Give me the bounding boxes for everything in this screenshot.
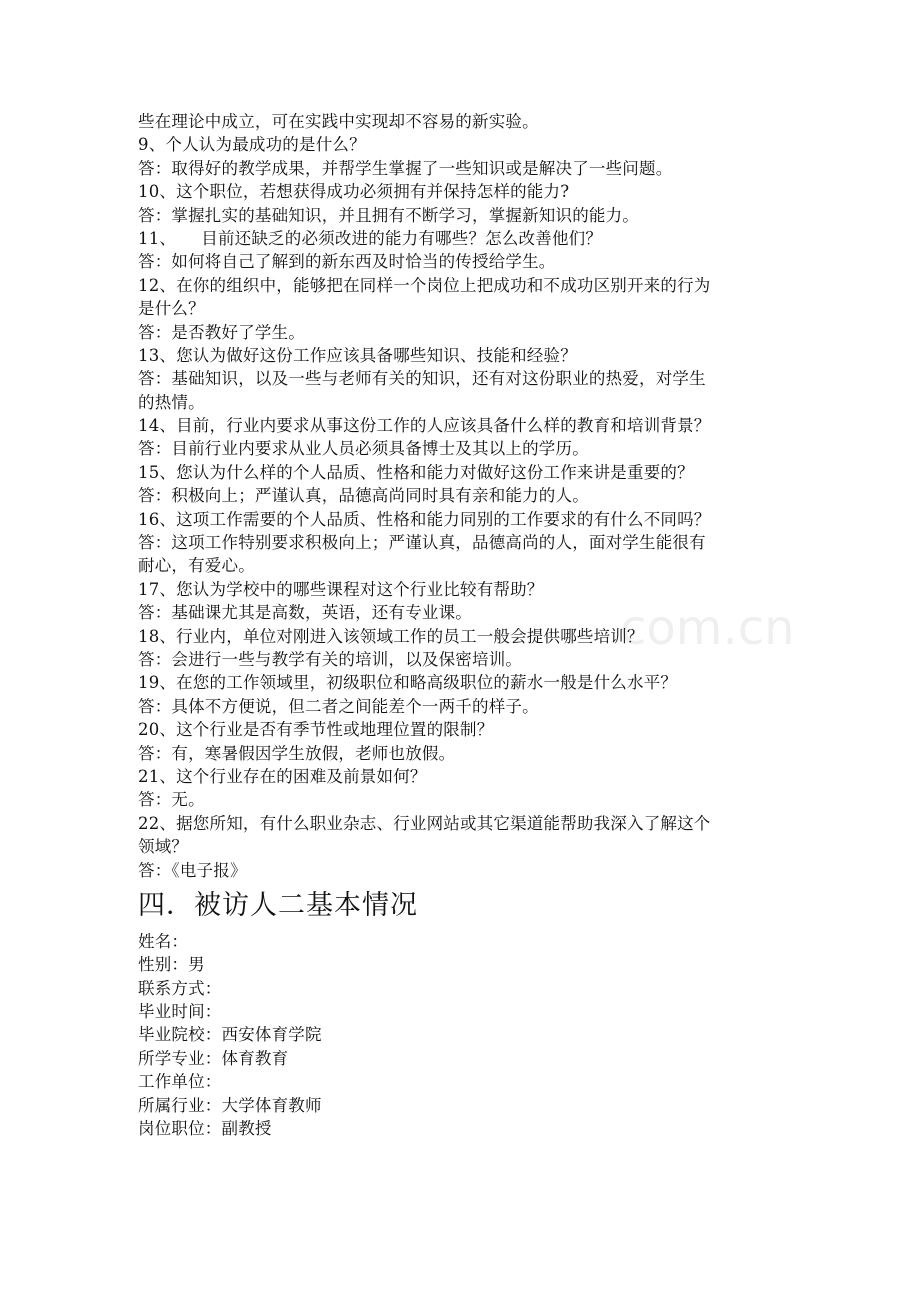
text-line: 些在理论中成立，可在实践中实现却不容易的新实验。 bbox=[138, 112, 539, 131]
profile-gender: 性别：男 bbox=[138, 955, 205, 975]
answer-11: 答：如何将自己了解到的新东西及时恰当的传授给学生。 bbox=[138, 252, 556, 272]
question-19: 19、在您的工作领域里，初级职位和略高级职位的薪水一般是什么水平？ bbox=[138, 673, 678, 693]
question-14: 14、目前，行业内要求从事这份工作的人应该具备什么样的教育和培训背景？ bbox=[138, 416, 711, 436]
question-22-cont: 领域？ bbox=[138, 837, 189, 857]
answer-16: 答：这项工作特别要求积极向上；严谨认真，品德高尚的人，面对学生能很有 bbox=[138, 533, 706, 553]
answer-15: 答：积极向上；严谨认真，品德高尚同时具有亲和能力的人。 bbox=[138, 486, 589, 506]
answer-10: 答：掌握扎实的基础知识，并且拥有不断学习，掌握新知识的能力。 bbox=[138, 205, 639, 225]
question-22: 22、据您所知，有什么职业杂志、行业网站或其它渠道能帮助我深入了解这个 bbox=[138, 813, 711, 833]
answer-14: 答：目前行业内要求从业人员必须具备博士及其以上的学历。 bbox=[138, 439, 589, 459]
profile-graduation-time: 毕业时间： bbox=[138, 1002, 222, 1022]
profile-major: 所学专业：体育教育 bbox=[138, 1048, 289, 1068]
answer-16-cont: 耐心，有爱心。 bbox=[138, 556, 255, 576]
profile-industry: 所属行业：大学体育教师 bbox=[138, 1095, 322, 1115]
answer-17: 答：基础课尤其是高数，英语，还有专业课。 bbox=[138, 603, 472, 623]
profile-contact: 联系方式： bbox=[138, 978, 222, 998]
document-body bbox=[138, 110, 778, 1140]
question-9: 9、个人认为最成功的是什么？ bbox=[138, 135, 366, 155]
answer-20: 答：有，寒暑假因学生放假，老师也放假。 bbox=[138, 743, 456, 763]
question-11: 11、 目前还缺乏的必须改进的能力有哪些？怎么改善他们？ bbox=[138, 228, 603, 248]
question-15: 15、您认为什么样的个人品质、性格和能力对做好这份工作来讲是重要的？ bbox=[138, 462, 694, 482]
answer-13: 答：基础知识，以及一些与老师有关的知识，还有对这份职业的热爱，对学生 bbox=[138, 369, 706, 389]
question-12-cont: 是什么？ bbox=[138, 299, 205, 319]
profile-name: 姓名： bbox=[138, 931, 189, 951]
profile-position: 岗位职位：副教授 bbox=[138, 1119, 272, 1139]
answer-12: 答：是否教好了学生。 bbox=[138, 322, 305, 342]
question-18: 18、行业内，单位对刚进入该领域工作的员工一般会提供哪些培训？ bbox=[138, 626, 644, 646]
watermark: com.cn bbox=[620, 600, 795, 656]
question-21: 21、这个行业存在的困难及前景如何？ bbox=[138, 766, 427, 786]
profile-employer: 工作单位： bbox=[138, 1072, 222, 1092]
question-16: 16、这项工作需要的个人品质、性格和能力同别的工作要求的有什么不同吗？ bbox=[138, 509, 711, 529]
question-12: 12、在你的组织中，能够把在同样一个岗位上把成功和不成功区别开来的行为 bbox=[138, 275, 711, 295]
answer-13-cont: 的热情。 bbox=[138, 392, 205, 412]
answer-22: 答：《电子报》 bbox=[138, 860, 247, 880]
section-heading: 四．被访人二基本情况 bbox=[138, 889, 418, 921]
answer-18: 答：会进行一些与教学有关的培训，以及保密培训。 bbox=[138, 649, 523, 669]
question-10: 10、这个职位，若想获得成功必须拥有并保持怎样的能力? bbox=[138, 182, 570, 202]
question-13: 13、您认为做好这份工作应该具备哪些知识、技能和经验？ bbox=[138, 345, 577, 365]
answer-21: 答：无。 bbox=[138, 790, 205, 810]
question-17: 17、您认为学校中的哪些课程对这个行业比较有帮助？ bbox=[138, 579, 544, 599]
question-20: 20、这个行业是否有季节性或地理位置的限制？ bbox=[138, 720, 494, 740]
answer-9: 答：取得好的教学成果，并帮学生掌握了一些知识或是解决了一些问题。 bbox=[138, 158, 673, 178]
profile-school: 毕业院校：西安体育学院 bbox=[138, 1025, 322, 1045]
answer-19: 答：具体不方便说，但二者之间能差个一两千的样子。 bbox=[138, 696, 539, 716]
